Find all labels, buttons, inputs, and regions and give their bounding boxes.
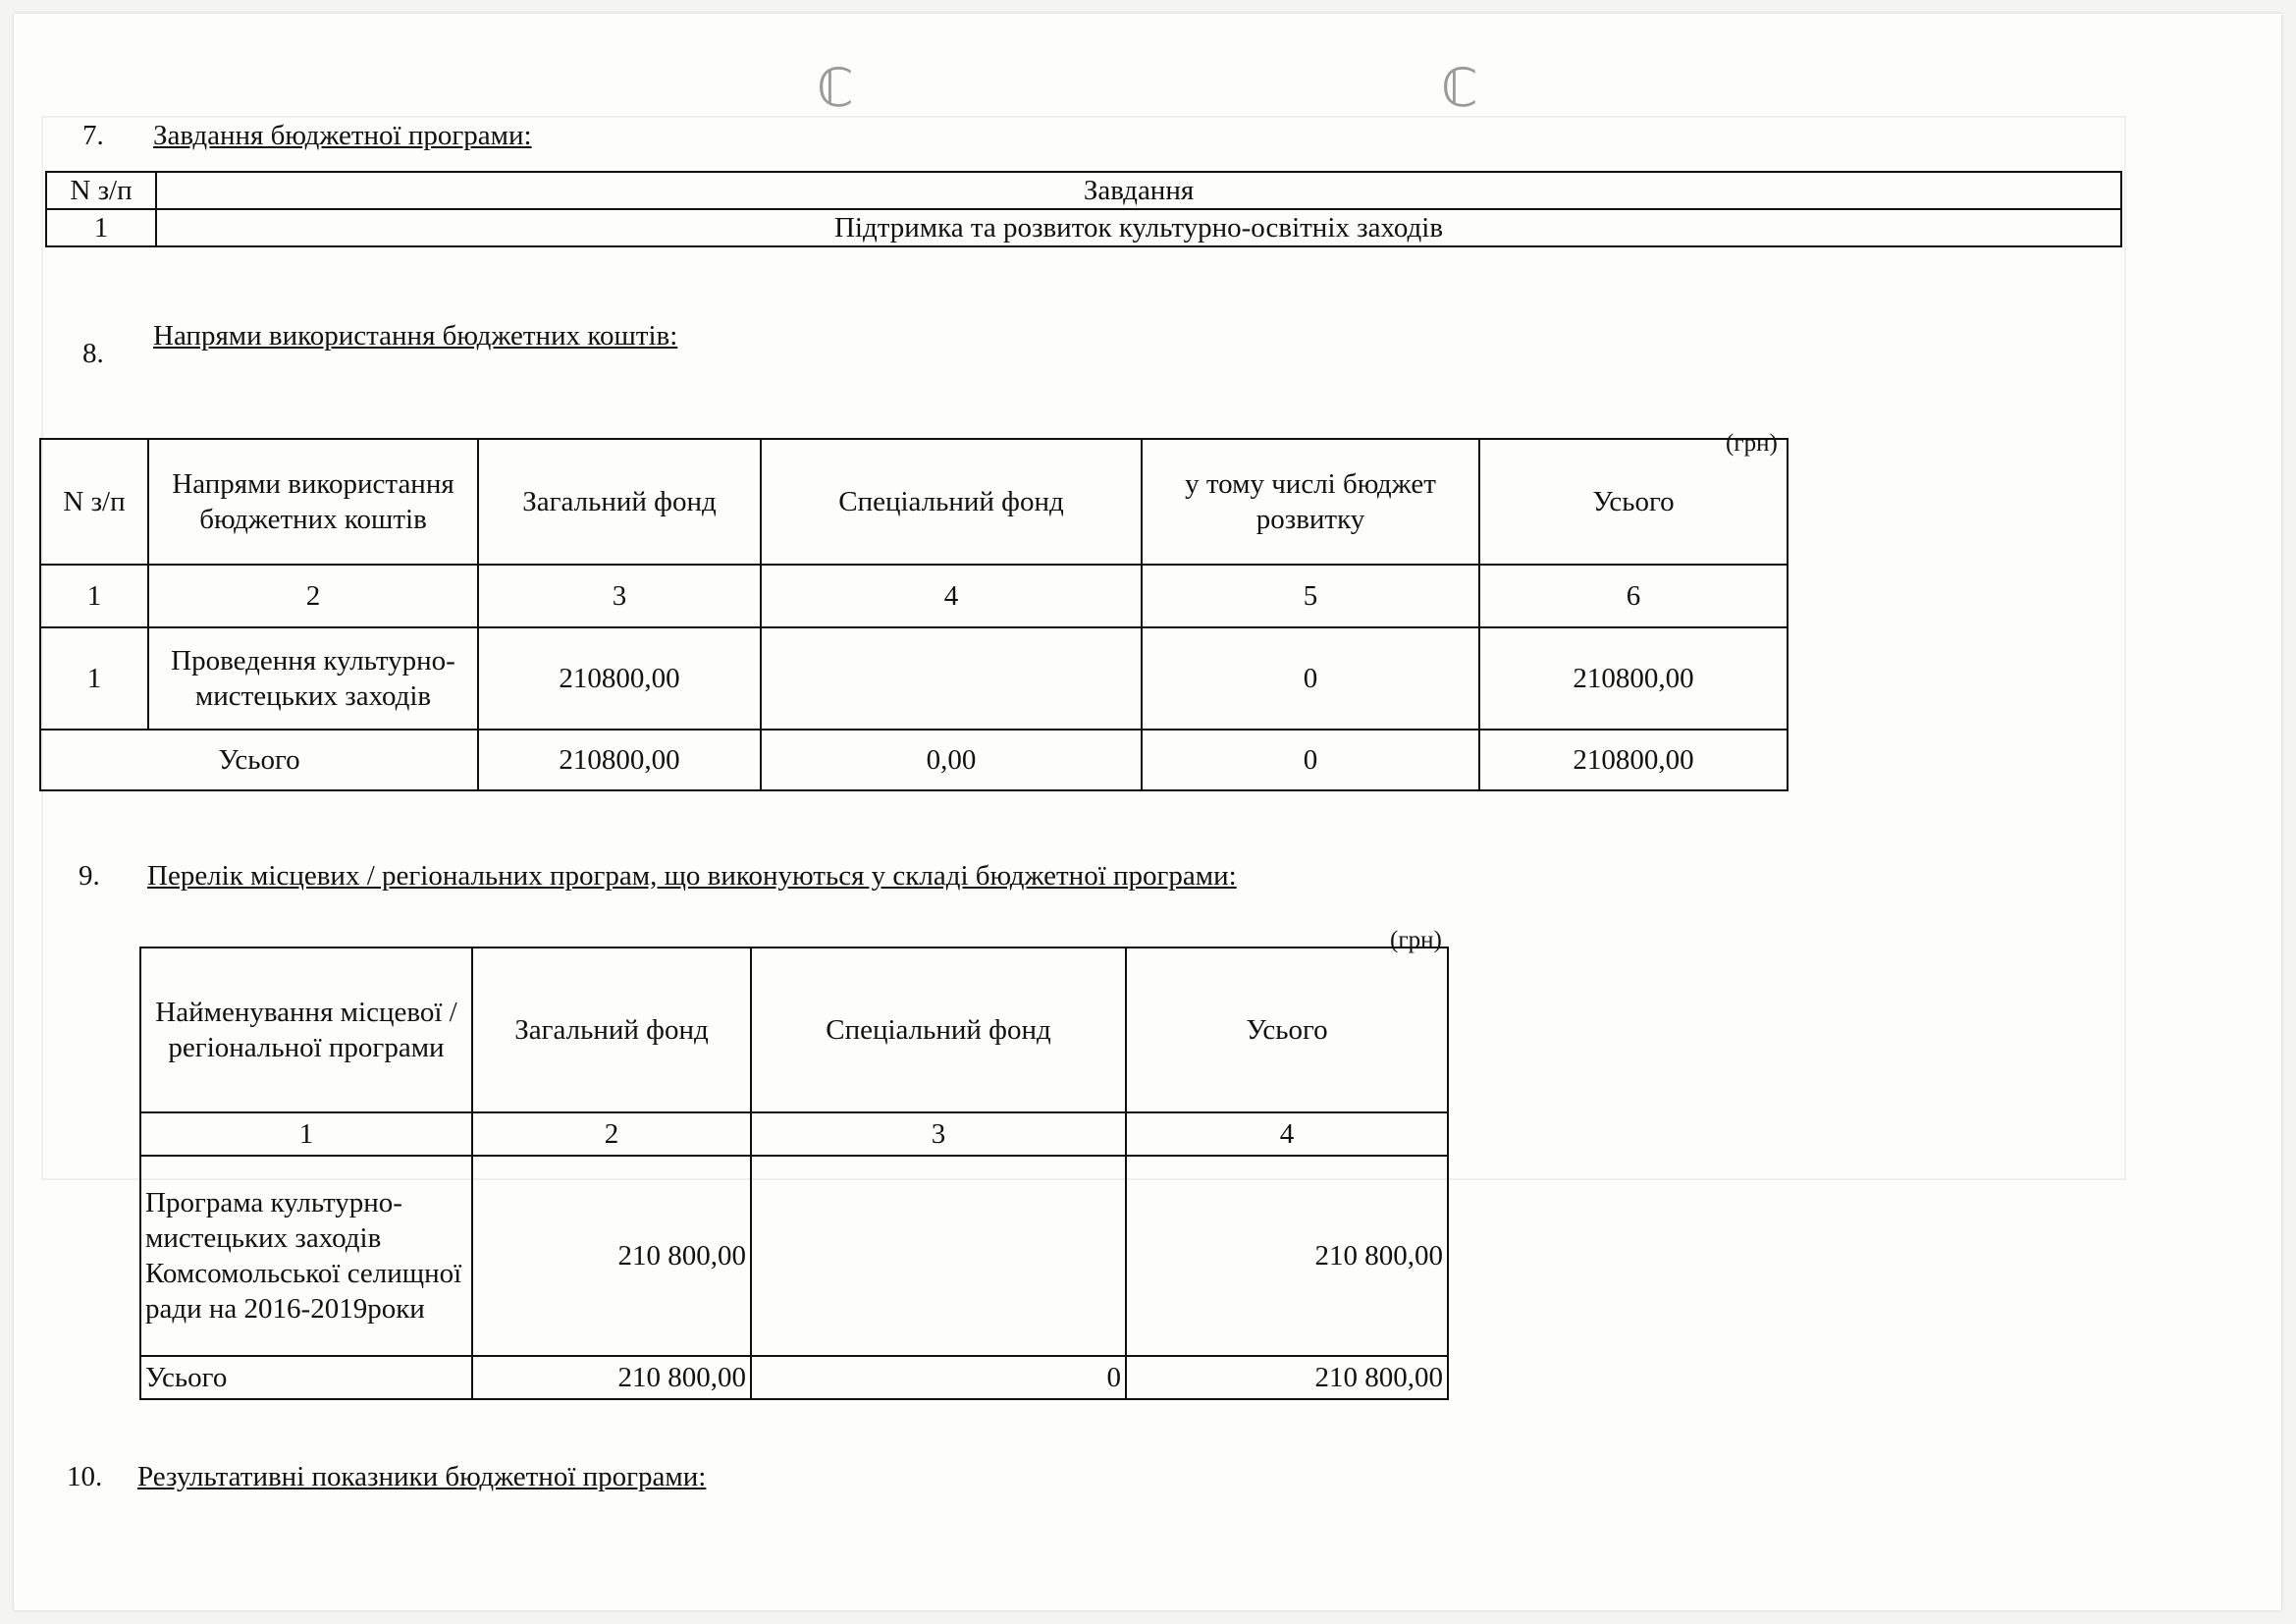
section8-heading: Напрями використання бюджетних коштів: [153, 320, 678, 352]
dir-cell-no: 1 [40, 627, 148, 730]
tasks-table [45, 171, 2122, 247]
dir-index-5: 5 [1142, 565, 1479, 627]
programs-table [139, 947, 1449, 1400]
table-row [140, 1156, 1448, 1356]
dir-cell-total: 210800,00 [1479, 627, 1788, 730]
prog-cell-special [751, 1156, 1126, 1356]
section10-number: 10. [67, 1461, 103, 1492]
dir-header-special: Спеціальний фонд [761, 439, 1142, 565]
punch-mark-left: ℂ [817, 57, 854, 119]
section10-heading: Результативні показники бюджетної програми: [137, 1461, 707, 1492]
prog-index-3: 3 [751, 1112, 1126, 1156]
dir-header-total: Усього [1479, 439, 1788, 565]
dir-header-general: Загальний фонд [478, 439, 761, 565]
section9-unit: (грн) [1390, 927, 1442, 953]
dir-header-development: у тому числі бюджет розвитку [1142, 439, 1479, 565]
dir-cell-development: 0 [1142, 627, 1479, 730]
prog-cell-name: Програма культурно-мистецьких заходів Комсомольської селищної ради на 2016-2019роки [140, 1156, 472, 1356]
total-row [140, 1356, 1448, 1399]
dir-index-4: 4 [761, 565, 1142, 627]
dir-total-special: 0,00 [761, 730, 1142, 790]
dir-cell-special [761, 627, 1142, 730]
prog-total-general: 210 800,00 [472, 1356, 751, 1399]
tasks-header-no: N з/п [46, 172, 156, 209]
dir-cell-direction: Проведення культурно-мистецьких заходів [148, 627, 478, 730]
dir-total-label: Усього [40, 730, 478, 790]
dir-total-general: 210800,00 [478, 730, 761, 790]
section8-unit: (грн) [1726, 430, 1778, 457]
prog-header-special: Спеціальний фонд [751, 947, 1126, 1112]
section9-number: 9. [79, 860, 100, 892]
prog-total-special: 0 [751, 1356, 1126, 1399]
dir-cell-general: 210800,00 [478, 627, 761, 730]
section8-number: 8. [82, 338, 104, 369]
prog-header-name: Найменування місцевої / регіональної програми [140, 947, 472, 1112]
prog-index-4: 4 [1126, 1112, 1448, 1156]
prog-cell-general: 210 800,00 [472, 1156, 751, 1356]
section7-number: 7. [82, 120, 104, 151]
tasks-header-task: Завдання [156, 172, 2121, 209]
dir-header-direction: Напрями використання бюджетних коштів [148, 439, 478, 565]
tasks-cell-no: 1 [46, 209, 156, 246]
dir-total-development: 0 [1142, 730, 1479, 790]
section7-heading: Завдання бюджетної програми: [153, 120, 532, 151]
dir-index-3: 3 [478, 565, 761, 627]
dir-index-2: 2 [148, 565, 478, 627]
prog-total-label: Усього [140, 1356, 472, 1399]
prog-index-1: 1 [140, 1112, 472, 1156]
total-row [40, 730, 1788, 790]
table-row [40, 627, 1788, 730]
table-row [46, 209, 2121, 246]
section9-heading: Перелік місцевих / регіональних програм, що виконуються у складі бюджетної програми: [147, 860, 1237, 892]
dir-index-6: 6 [1479, 565, 1788, 627]
directions-table [39, 438, 1789, 791]
prog-total-total: 210 800,00 [1126, 1356, 1448, 1399]
prog-header-total: Усього [1126, 947, 1448, 1112]
tasks-cell-task: Підтримка та розвиток культурно-освітніх заходів [156, 209, 2121, 246]
punch-mark-right: ℂ [1441, 57, 1478, 119]
prog-header-general: Загальний фонд [472, 947, 751, 1112]
prog-index-2: 2 [472, 1112, 751, 1156]
dir-total-total: 210800,00 [1479, 730, 1788, 790]
dir-header-no: N з/п [40, 439, 148, 565]
dir-index-1: 1 [40, 565, 148, 627]
prog-cell-total: 210 800,00 [1126, 1156, 1448, 1356]
